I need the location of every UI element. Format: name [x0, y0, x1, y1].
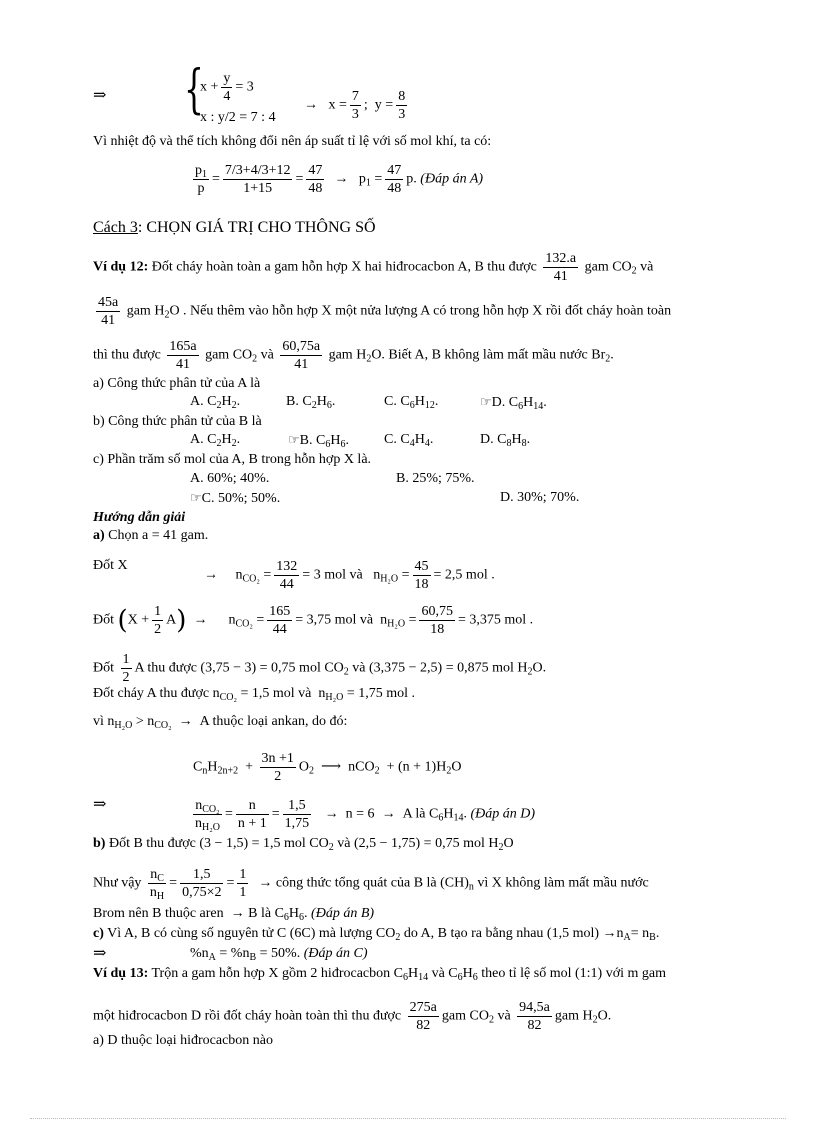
text: O . Nếu thêm vào hỗn hợp X một nửa lượng A có trong hỗn hợp X rồi đốt cháy hoàn toàn — [169, 303, 672, 319]
qc-option-c: ☞C. 50%; 50%. — [190, 490, 281, 506]
text: và — [640, 259, 654, 275]
qb-option-c: C. $C_4H_4$. — [384, 432, 434, 449]
ratio-equation-a-calc: $\frac{n_{CO_2}}{n_{H_2O}}$ = $\frac{n}{n + 1}$ = $\frac{1,5}{1,75}$ → n = 6 → A là $C_6H_{14}$. (Đáp án D) — [195, 798, 536, 833]
x-eq: x = — [328, 97, 347, 113]
implies-symbol: ⇒ — [93, 87, 107, 104]
eq: = — [212, 171, 220, 187]
text: Đốt cháy hoàn toàn a gam hỗn hợp X hai hiđrocacbon A, B thu được — [151, 259, 537, 275]
text: O. Biết A, B không làm mất mầu nước Br — [371, 347, 606, 363]
text: gam H — [126, 303, 165, 319]
arrow: → — [334, 171, 349, 187]
footer-rule — [30, 1118, 786, 1119]
question-b: b) Công thức phân tử của B là — [93, 414, 262, 429]
fraction-275a-82: $\frac{275a}{82}$ — [409, 1000, 437, 1033]
eq2: = — [295, 171, 304, 187]
qc-option-a: A. 60%; 40%. — [190, 471, 270, 486]
ratio-equation-a: ⇒ — [93, 796, 107, 813]
left-brace: { — [184, 60, 204, 120]
combustion-equation: $C_nH_{2n+2}$ + $\frac{3n +1}{2}$ $O_2$ ⟶ $nCO_2 + (n + 1)H_2O$ — [193, 751, 462, 784]
qb-option-a: A. $C_2H_2$. — [190, 432, 241, 449]
question-c: c) Phần trăm số mol của A, B trong hỗn hợp X là. — [93, 452, 372, 467]
step-b: b) Đốt B thu được (3 − 1,5) = 1,5 mol $CO_2$ và (2,5 − 1,75) = 0,75 mol $H_2O$ — [93, 836, 514, 853]
method-title: : CHỌN GIÁ TRỊ CHO THÔNG SỐ — [137, 219, 376, 236]
step-burn-x: Đốt X — [93, 558, 128, 573]
example-12-line3: thì thu được $\frac{165a}{41}$ gam $CO_2$ và $\frac{60,75a}{41}$ gam $H_2O$. Biết A, B không làm mất mầu nước $Br_2$. — [93, 339, 614, 372]
system-ratio: x : y/2 = 7 : 4 — [200, 110, 276, 125]
fraction-nc-nh: $\frac{n_C}{n_H}$ — [149, 867, 165, 902]
system-row-1 — [200, 70, 254, 105]
example-13-line2: một hiđrocacbon D rồi đốt cháy hoàn toàn thì thu được $\frac{275a}{82}$ gam $CO_2$ và $\frac{94,5a}{82}$ gam $H_2O$. — [93, 1000, 612, 1033]
step-burn-half-a: Đốt $\frac{1}{2}$ A thu được (3,75 − 3) = 0,75 mol $CO_2$ và (3,375 − 2,5) = 0,875 mol $H_2O$. — [93, 652, 547, 685]
step-burn-a: Đốt cháy A thu được $n_{CO_2} = 1,5$ mol và $n_{H_2O} = 1,75$ mol . — [93, 686, 415, 703]
step-c: c) Vì A, B có cùng số nguyên tử C (6C) mà lượng $CO_2$ do A, B tạo ra bằng nhau (1,5 $mol) \to n_A= n_B$. — [93, 926, 660, 943]
system-eq3: = 3 — [235, 79, 254, 95]
text: gam CO — [205, 347, 253, 363]
fraction-15-175: $\frac{1,5}{1,75}$ — [284, 798, 310, 831]
solution-heading: Hướng dẫn giải — [93, 510, 186, 525]
p-tail: p. — [406, 171, 417, 187]
system-result — [304, 88, 410, 123]
qa-option-d: ☞D. $C_6H_{14}$. — [480, 394, 547, 412]
qa-option-c: C. $C_6H_{12}$. — [384, 394, 439, 411]
fraction-15-075x2: $\frac{1,5}{0,75\times 2}$ — [182, 867, 222, 900]
fraction-132a-41: $\frac{132.a}{41}$ — [545, 251, 577, 284]
text: và — [260, 347, 274, 363]
question-a: a) Công thức phân tử của A là — [93, 376, 261, 391]
step-burn-x-calc: → $n_{CO_2}$ = $\frac{132}{44}$ = 3 mol và $n_{H_2O}$ = $\frac{45}{18}$ = 2,5 mol . — [204, 559, 495, 592]
p1: p — [358, 171, 366, 187]
eq3: = — [374, 171, 383, 187]
step-b-conclusion: Brom nên B thuộc aren → B là $C_6H_6$. (Đáp án B) — [93, 906, 375, 923]
method-label: Cách 3 — [93, 219, 138, 236]
fraction-1-1: $\frac{1}{1}$ — [239, 867, 247, 900]
example-12-line2: $\frac{45a}{41}$ gam $H_2O$ . Nếu thêm vào hỗn hợp X một nửa lượng A có trong hỗn hợp X rồi đốt cháy hoàn toàn — [98, 295, 672, 328]
fraction-165a-41: $\frac{165a}{41}$ — [169, 339, 197, 372]
fraction-6075-18: $\frac{60,75}{18}$ — [421, 604, 453, 637]
step-c-result-calc: $\%n_A = \%n_B = 50\%$. (Đáp án C) — [190, 946, 368, 963]
qb-option-d: D. $C_8H_8$. — [480, 432, 531, 449]
fraction-mol-sum: $\frac{7/3+4/3+12}{1+15}$ — [224, 163, 291, 196]
qa-option-b: B. $C_2H_6$. — [286, 394, 336, 411]
fraction-47-48-b: $\frac{47}{48}$ — [387, 163, 402, 196]
step-a: a) Chọn a = 41 gam. — [93, 528, 209, 543]
qc-option-d: D. 30%; 70%. — [500, 490, 580, 505]
fraction-165-44: $\frac{165}{44}$ — [269, 604, 291, 637]
fraction-45-18: $\frac{45}{18}$ — [414, 559, 429, 592]
fraction-132-44: $\frac{132}{44}$ — [276, 559, 298, 592]
answer-a: (Đáp án A) — [420, 171, 484, 187]
text: gam H — [328, 347, 367, 363]
example-13-line1: Ví dụ 13: Trộn a gam hỗn hợp X gồm 2 hiđrocacbon $C_6H_{14}$ và $C_6H_6$ theo tỉ lệ số mol (1:1) với m gam — [93, 966, 666, 983]
arrow: → — [304, 97, 318, 113]
qb-option-b: ☞B. $C_6H_6$. — [288, 432, 349, 450]
fraction-7-3: $\frac{7}{3}$ — [351, 89, 359, 122]
pressure-equation: $\frac{p_1}{p}$ = $\frac{7/3+4/3+12}{1+15}$ = $\frac{47}{48}$ → $p_1$ = $\frac{47}{48}$ p. (Đáp án A) — [195, 163, 484, 196]
fraction-47-48: $\frac{47}{48}$ — [308, 163, 323, 196]
fraction-8-3: $\frac{8}{3}$ — [398, 89, 406, 122]
fraction-y-4: $\frac{y}{4}$ — [223, 71, 231, 104]
y-eq: y = — [374, 97, 394, 113]
ratio-c-h: Như vậy $\frac{n_C}{n_H}$ = $\frac{1,5}{0,75\times 2}$ = $\frac{1}{1}$ → công thức tổng quát của B là $(CH)_n$ vì X không làm mất mầu nước — [93, 867, 649, 902]
text: thì thu được — [93, 347, 161, 363]
system-row-2 — [200, 110, 276, 126]
correct-mark-icon: ☞ — [288, 432, 300, 447]
fraction-1-2-b: $\frac{1}{2}$ — [122, 652, 130, 685]
fraction-6075a-41: $\frac{60,75a}{41}$ — [282, 339, 321, 372]
correct-mark-icon: ☞ — [190, 490, 202, 505]
example-label: Ví dụ 12: — [93, 259, 149, 275]
fraction-945a-82: $\frac{94,5a}{82}$ — [519, 1000, 550, 1033]
qa-option-a: A. $C_2H_2$. — [190, 394, 241, 411]
text: gam CO — [584, 259, 632, 275]
step-burn-x-half-a: Đốt (X + $\frac{1}{2}$ A) → $n_{CO_2}$ = $\frac{165}{44}$ = 3,75 mol và $n_{H_2O}$ = $\frac{60,75}{18}$ = 3,375 mol . — [93, 604, 534, 637]
pressure-statement: Vì nhiệt độ và thể tích không đổi nên áp suất tỉ lệ với số mol khí, ta có: — [93, 134, 492, 149]
fraction-nco2-nh2o: $\frac{n_{CO_2}}{n_{H_2O}}$ — [195, 798, 220, 833]
example-12-line1: Ví dụ 12: Đốt cháy hoàn toàn a gam hỗn hợp X hai hiđrocacbon A, B thu được $\frac{132.a}{41}$ gam $CO_2$ và — [93, 251, 654, 284]
system-x-text: x + — [200, 79, 219, 95]
correct-mark-icon: ☞ — [480, 394, 492, 409]
text: . — [610, 347, 614, 363]
fraction-p1-p: $\frac{p_1}{p}$ — [195, 163, 207, 196]
fraction-1-2: $\frac{1}{2}$ — [154, 604, 162, 637]
step-alkane: vì $n_{H_2O} > n_{CO_2} \to A$ thuộc loại ankan, do đó: — [93, 714, 348, 731]
step-c-result: ⇒ — [93, 945, 107, 962]
fraction-3n1-2: $\frac{3n +1}{2}$ — [261, 751, 294, 784]
semicolon: ; — [363, 97, 368, 113]
qc-option-b: B. 25%; 75%. — [396, 471, 475, 486]
fraction-n-n1: $\frac{n}{n + 1}$ — [237, 798, 267, 831]
fraction-45a-41: $\frac{45a}{41}$ — [98, 295, 119, 328]
example-13-question-a: a) D thuộc loại hiđrocacbon nào — [93, 1033, 273, 1048]
method-3-heading — [93, 220, 376, 236]
system-line — [93, 88, 106, 105]
